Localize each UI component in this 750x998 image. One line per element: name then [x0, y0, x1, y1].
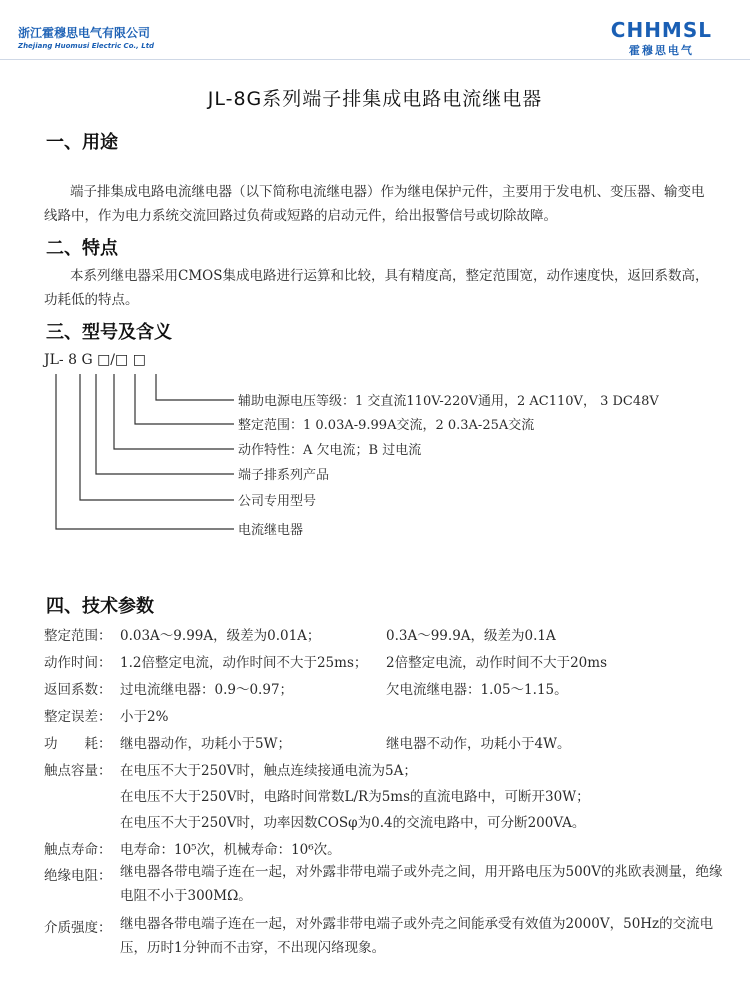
purpose-text: 端子排集成电路电流继电器（以下简称电流继电器）作为继电保护元件，主要用于发电机、变压器、输变电线路中，作为电力系统交流回路过负荷或短路的启动元件，给出报警信号或切除故障。	[44, 184, 705, 224]
param-value-2: 继电器不动作，功耗小于4W。	[386, 736, 571, 752]
param-value: 继电器动作，功耗小于5W；	[120, 736, 291, 752]
section-heading-params: 四、技术参数	[46, 596, 154, 617]
model-label-setting-range: 整定范围：1 0.03A-9.99A交流，2 0.3A-25A交流	[238, 418, 535, 433]
param-label: 介质强度：	[44, 920, 112, 936]
param-label: 返回系数：	[44, 682, 112, 698]
contact-line-2: 在电压不大于250V时，电路时间常数L/R为5ms的直流电路中，可断开30W；	[120, 789, 590, 805]
param-label: 触点寿命：	[44, 842, 112, 858]
contact-line-3: 在电压不大于250V时，功率因数COSφ为0.4的交流电路中，可分断200VA。	[120, 815, 586, 831]
model-label-aux-voltage: 辅助电源电压等级：1 交直流110V-220V通用，2 AC110V， 3 DC48V	[238, 394, 659, 409]
company-name-cn: 浙江霍穆思电气有限公司	[18, 26, 151, 40]
param-label: 动作时间：	[44, 655, 112, 671]
features-text: 本系列继电器采用CMOS集成电路进行运算和比较，具有精度高，整定范围宽，动作速度快，返回系数高，功耗低的特点。	[44, 268, 709, 308]
param-label: 触点容量：	[44, 763, 112, 779]
company-name-en: Zhejiang Huomusi Electric Co., Ltd	[18, 42, 155, 50]
model-code: JL- 8 G □/□ □	[44, 352, 146, 368]
param-value: 过电流继电器：0.9～0.97；	[120, 682, 294, 698]
logo-cn: 霍穆思电气	[628, 44, 694, 57]
section-text-purpose	[44, 180, 714, 228]
param-value: 0.03A～9.99A，级差为0.01A；	[120, 628, 321, 644]
model-label-company-model: 公司专用型号	[238, 494, 317, 509]
param-value: 电寿命：10⁵次，机械寿命：10⁶次。	[120, 842, 341, 858]
section-heading-purpose: 一、用途	[46, 132, 118, 153]
section-heading-features: 二、特点	[46, 238, 118, 259]
contact-line-1: 在电压不大于250V时，触点连续接通电流为5A；	[120, 763, 417, 779]
section-heading-model: 三、型号及含义	[46, 322, 172, 343]
param-label: 功 耗：	[44, 736, 112, 752]
page-header	[0, 0, 750, 60]
header-divider	[0, 59, 750, 60]
param-label: 整定误差：	[44, 709, 112, 725]
document-title: JL-8G系列端子排集成电路电流继电器	[207, 88, 543, 110]
logo-text: CHHMSL	[610, 18, 712, 42]
company-logo	[611, 20, 712, 58]
param-label: 整定范围：	[44, 628, 112, 644]
param-value-2: 0.3A～99.9A，级差为0.1A	[386, 628, 556, 644]
param-value-2: 2倍整定电流，动作时间不大于20ms	[386, 655, 607, 671]
param-value-2: 欠电流继电器：1.05～1.15。	[386, 682, 568, 698]
param-value: 继电器各带电端子连在一起，对外露非带电端子或外壳之间，用开路电压为500V的兆欧表测量，绝缘电阻不小于300MΩ。	[120, 864, 723, 904]
param-value: 小于2%	[120, 709, 169, 725]
section-text-features	[44, 264, 714, 312]
model-label-current-relay: 电流继电器	[238, 523, 304, 538]
model-label-action-type: 动作特性：A 欠电流；B 过电流	[238, 443, 422, 458]
model-diagram	[44, 352, 724, 552]
param-value: 继电器各带电端子连在一起，对外露非带电端子或外壳之间能承受有效值为2000V，50Hz的交流电压，历时1分钟而不击穿，不出现闪络现象。	[120, 916, 714, 956]
model-label-terminal-series: 端子排系列产品	[238, 468, 330, 483]
param-label: 绝缘电阻：	[44, 868, 112, 884]
model-bracket-lines	[44, 352, 244, 552]
param-value: 1.2倍整定电流，动作时间不大于25ms；	[120, 655, 368, 671]
